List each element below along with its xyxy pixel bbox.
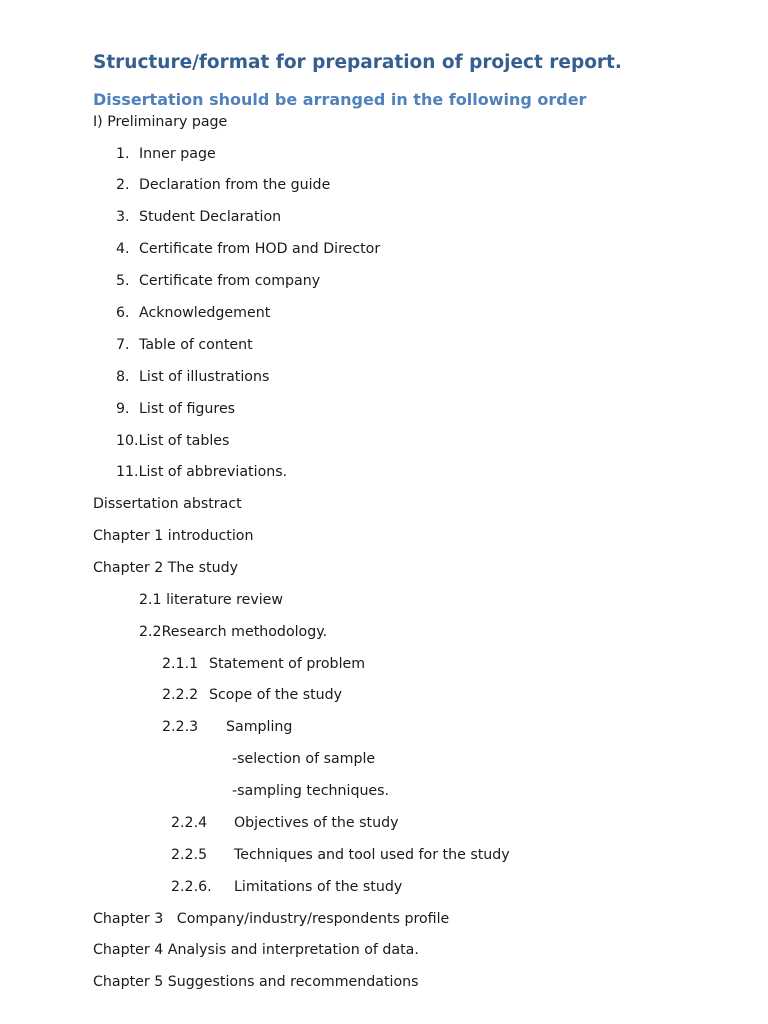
subsection-number: 2.2.4 xyxy=(171,815,208,831)
subsection-number: 2.2.5 xyxy=(171,847,208,863)
sampling-item: -selection of sample xyxy=(232,751,376,767)
section-2-2: 2.2Research methodology. xyxy=(139,624,328,640)
list-item-number: 10. xyxy=(116,433,139,449)
chapter-3-heading: Chapter 3 Company/industry/respondents profile xyxy=(93,911,450,927)
list-item xyxy=(116,176,330,194)
chapter-4-heading: Chapter 4 Analysis and interpretation of data. xyxy=(93,942,419,958)
list-item-text: Certificate from company xyxy=(139,273,321,289)
subsection-number: 2.2.2 xyxy=(162,687,199,703)
list-item xyxy=(116,240,380,258)
subsection-text: Objectives of the study xyxy=(234,815,399,831)
subsection-text: Limitations of the study xyxy=(234,879,403,895)
subsection-item xyxy=(162,686,342,704)
subsection-text: Statement of problem xyxy=(209,656,366,672)
list-item xyxy=(116,432,229,450)
subsection-number: 2.1.1 xyxy=(162,656,199,672)
list-item xyxy=(116,145,216,163)
chapter-1-heading: Chapter 1 introduction xyxy=(93,528,254,544)
list-item xyxy=(116,336,253,354)
list-item-number: 5. xyxy=(116,273,130,289)
list-item-text: List of abbreviations. xyxy=(138,464,288,480)
document-subtitle: Dissertation should be arranged in the following order xyxy=(93,90,587,109)
chapter-5-heading: Chapter 5 Suggestions and recommendations xyxy=(93,974,419,990)
preliminary-heading: I) Preliminary page xyxy=(93,114,228,130)
list-item-text: List of tables xyxy=(138,433,230,449)
list-item xyxy=(116,463,287,481)
list-item-text: Inner page xyxy=(139,146,216,162)
list-item-number: 7. xyxy=(116,337,130,353)
list-item-text: Student Declaration xyxy=(139,209,282,225)
subsection-item xyxy=(171,846,510,864)
subsection-item xyxy=(162,718,292,736)
list-item-number: 9. xyxy=(116,401,130,417)
subsection-item xyxy=(171,814,399,832)
list-item xyxy=(116,272,320,290)
subsection-text: Techniques and tool used for the study xyxy=(234,847,510,863)
sampling-item: -sampling techniques. xyxy=(232,783,390,799)
subsection-number: 2.2.6. xyxy=(171,879,212,895)
list-item-number: 11. xyxy=(116,464,139,480)
list-item-text: Certificate from HOD and Director xyxy=(139,241,381,257)
section-2-1: 2.1 literature review xyxy=(139,592,284,608)
list-item-text: Declaration from the guide xyxy=(139,177,331,193)
subsection-text: Scope of the study xyxy=(209,687,343,703)
list-item-number: 3. xyxy=(116,209,130,225)
list-item xyxy=(116,368,269,386)
abstract-heading: Dissertation abstract xyxy=(93,496,242,512)
subsection-item xyxy=(171,878,402,896)
list-item-text: List of figures xyxy=(139,401,236,417)
list-item-number: 8. xyxy=(116,369,130,385)
subsection-number: 2.2.3 xyxy=(162,719,199,735)
subsection-text: Sampling xyxy=(226,719,293,735)
list-item-number: 4. xyxy=(116,241,130,257)
chapter-2-heading: Chapter 2 The study xyxy=(93,560,239,576)
list-item xyxy=(116,304,270,322)
list-item-text: List of illustrations xyxy=(139,369,270,385)
list-item-number: 6. xyxy=(116,305,130,321)
document-title: Structure/format for preparation of project report. xyxy=(93,52,622,73)
list-item xyxy=(116,208,281,226)
list-item-text: Acknowledgement xyxy=(139,305,271,321)
subsection-item xyxy=(162,655,365,673)
list-item xyxy=(116,400,235,418)
list-item-text: Table of content xyxy=(139,337,253,353)
list-item-number: 2. xyxy=(116,177,130,193)
list-item-number: 1. xyxy=(116,146,130,162)
